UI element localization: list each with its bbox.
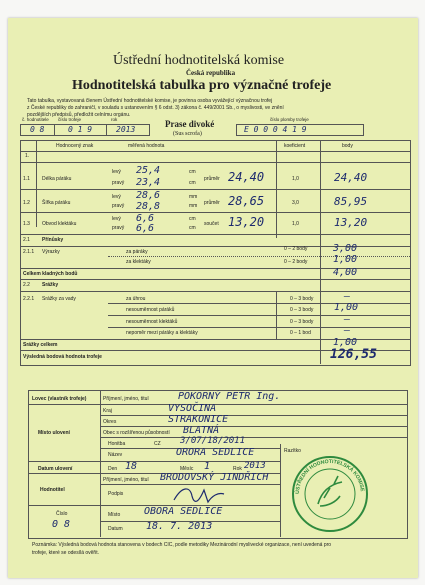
field-okres-value: STRAKONICE xyxy=(168,414,229,425)
srazky-celkem-label: Srážky celkem xyxy=(23,342,58,348)
srazky-celkem-value: 1,00 xyxy=(333,337,358,348)
field-honitba-label: Honitba xyxy=(108,441,126,447)
field-den-label: Den xyxy=(108,466,118,472)
field-den-value: 18 xyxy=(125,461,138,472)
field-hjm-label: Příjmení, jméno, titul xyxy=(103,477,149,483)
unit: cm xyxy=(189,225,196,231)
celkem-klad-label: Celkem kladných bodů xyxy=(23,271,78,277)
field-obec-label: Obec s rozšířenou působností xyxy=(103,430,170,436)
sec21-a-range: 0 – 2 body xyxy=(284,246,308,252)
row-left-value: 28,6 xyxy=(136,190,161,201)
intro-line-2: z České republiky do zahraničí, v souladu s ustanovením § 6 odst. 3) zákona č. 449/2001 Sb., o myslivosti, ve znění xyxy=(27,105,284,111)
row-num: 1.1 xyxy=(23,176,30,182)
row-right-value: 6,6 xyxy=(136,223,155,234)
vysledna-label: Výsledná bodová hodnota trofeje xyxy=(23,354,102,360)
field-podpis-label: Podpis xyxy=(108,491,124,497)
field-rok-value: 2013 xyxy=(244,461,266,471)
sec21-num: 2.1 xyxy=(23,237,30,243)
field-obec-value: BLATNÁ xyxy=(183,425,220,436)
right-label: pravý xyxy=(112,203,125,209)
misto-label: Místo ulovení xyxy=(38,430,70,436)
document-title: Hodnotitelská tabulka pro význačné trofeje xyxy=(72,78,332,93)
srazka-range: 0 – 3 body xyxy=(290,319,314,325)
row-left-value: 25,4 xyxy=(136,165,161,176)
row-func-value: 24,40 xyxy=(228,170,265,184)
lovec-label: Lovec (vlastník trofeje) xyxy=(32,396,87,402)
unit: cm xyxy=(189,216,196,222)
field-honitba-value: 3/07/18/2011 xyxy=(180,436,246,446)
celkem-klad-value: 4,00 xyxy=(333,267,358,278)
unit: cm xyxy=(189,180,196,186)
field-kraj-value: VYSOČINA xyxy=(168,403,217,414)
srazka-value: — xyxy=(344,325,351,336)
srazka-value: — xyxy=(344,314,351,325)
sec22-sub: 2.2.1 xyxy=(23,296,35,302)
srazka-range: 0 – 3 body xyxy=(290,307,314,313)
footer-note-1: Poznámka: Výsledná bodová hodnota stanovena v bodech CIC, podle metodiky Mezinárodní myslivecké organizace, není uvedená pro xyxy=(32,542,332,548)
sec21-b-range: 0 – 2 body xyxy=(284,259,308,265)
row-num: 1.2 xyxy=(23,200,30,206)
pc-value: 0 8 xyxy=(30,125,45,134)
right-label: pravý xyxy=(112,180,125,186)
pc-label: č. hodnotitele xyxy=(22,117,49,122)
row-right-value: 23,4 xyxy=(136,177,161,188)
srazka-label: nepoměr mezi páráky a klektáky xyxy=(126,330,198,336)
left-label: levý xyxy=(112,194,121,200)
row-body: 24,40 xyxy=(334,171,368,184)
srazka-label: nesouměrnost páráků xyxy=(126,307,175,313)
row-func-value: 13,20 xyxy=(228,215,265,229)
plomb-label: číslo plomby trofeje xyxy=(270,117,309,122)
sec21-sub: 2.1.1 xyxy=(23,249,35,255)
field-kraj-label: Kraj xyxy=(103,408,112,414)
row-body: 13,20 xyxy=(334,216,368,229)
field-nazev-value: ORORA SEDLICE xyxy=(176,447,255,458)
document-page xyxy=(8,18,418,578)
sec22-name: Srážky xyxy=(42,282,59,288)
sec22-num: 2.2 xyxy=(23,282,30,288)
row-koef: 3,0 xyxy=(292,200,299,206)
srazka-value: — xyxy=(344,291,351,302)
hodnotitel-label: Hodnotitel xyxy=(40,487,65,493)
srazka-label: za úhrou xyxy=(126,296,146,302)
row-num: 1.3 xyxy=(23,221,30,227)
intro-line-3: pozdějších předpisů, předložit celnímu orgánu. xyxy=(27,112,131,118)
field-name-label: Příjmení, jméno, titul xyxy=(103,396,149,402)
left-label: levý xyxy=(112,216,121,222)
srazka-value: 1,00 xyxy=(334,302,359,313)
plomb-value: E 0 0 0 4 1 9 xyxy=(244,125,307,134)
country-label: Česká republika xyxy=(186,69,236,77)
field-name-value: POKORNÝ PETR Ing. xyxy=(178,391,281,402)
org-heading: Ústřední hodnotitelská komise xyxy=(113,53,285,68)
row-right-value: 28,8 xyxy=(136,201,161,212)
field-mistoh-value: OBORA SEDLICE xyxy=(144,506,223,517)
field-mesic-value: 1 xyxy=(204,461,211,472)
field-datum-value: 18. 7. 2013 xyxy=(146,521,213,532)
field-hjm-value: BRODOVSKÝ JINDŘICH xyxy=(160,472,269,483)
field-okres-label: Okres xyxy=(103,419,117,425)
row-func: průměr xyxy=(204,176,220,182)
official-stamp xyxy=(290,454,370,534)
rok-value: 2013 xyxy=(116,125,136,134)
cislo-value: 0 8 xyxy=(52,519,71,530)
sec21-subname: Výrazky xyxy=(42,249,60,255)
col-mer: měřená hodnota xyxy=(128,143,165,149)
left-label: levý xyxy=(112,169,121,175)
field-nazev-label: Název xyxy=(108,452,123,458)
right-label: pravý xyxy=(112,225,125,231)
field-cz-label: CZ xyxy=(154,441,161,447)
species-latin: (Sus scrofa) xyxy=(173,131,202,137)
row-koef: 1,0 xyxy=(292,176,299,182)
srazka-range: 0 – 1 bod xyxy=(290,330,311,336)
datum-ul-label: Datum ulovení xyxy=(38,466,73,472)
row-1-num: 1. xyxy=(25,153,30,159)
row-body: 85,95 xyxy=(334,195,368,208)
col-koef: koeficient xyxy=(284,143,306,149)
row-func-value: 28,65 xyxy=(228,194,265,208)
unit: cm xyxy=(189,169,196,175)
row-name: Šířka páráku xyxy=(42,200,71,206)
row-koef: 1,0 xyxy=(292,221,299,227)
field-rok-label: Rok xyxy=(233,466,242,472)
row-name: Obvod klektáku xyxy=(42,221,77,227)
sec21-a-label: za páráky xyxy=(126,249,148,255)
srazka-range: 0 – 3 body xyxy=(290,296,314,302)
field-datum-label: Datum xyxy=(108,526,123,532)
stamp-text: ÚSTŘEDNÍ HODNOTITELSKÁ KOMISE xyxy=(294,458,365,495)
razitko-label: Razítko xyxy=(284,448,301,454)
sec22-subname: Srážky za vady xyxy=(42,296,76,302)
unit: mm xyxy=(189,194,198,200)
row-func: součet xyxy=(204,221,219,227)
vysledna-value: 126,55 xyxy=(330,347,377,362)
sec21-a-value: 3,00 xyxy=(333,243,358,254)
field-mesic-label: Měsíc xyxy=(180,466,194,472)
species-name: Prase divoké xyxy=(165,119,215,129)
trofej-value: 0 1 9 xyxy=(68,125,93,134)
trofej-label: číslo trofeje xyxy=(58,117,82,122)
sec21-b-value: 1,00 xyxy=(333,254,358,265)
intro-line-1: Tato tabulka, vystavovaná členem Ústřední hodnotitelské komise, je povinna osoba vyvážející význačnou trofej xyxy=(27,98,273,104)
sec21-b-label: za klektáky xyxy=(126,259,151,265)
sec21-name: Přínůsky xyxy=(42,237,64,243)
row-name: Délka páráku xyxy=(42,176,72,182)
col-znak: Hodnocený znak xyxy=(56,143,94,149)
footer-note-2: trofeje, které se odesílá ověřit. xyxy=(32,550,99,556)
field-mistoh-label: Místo xyxy=(108,512,121,518)
rok-label: rok xyxy=(111,117,118,122)
cislo-label: Číslo xyxy=(56,511,68,517)
col-body: body xyxy=(342,143,353,149)
row-func: průměr xyxy=(204,200,220,206)
row-left-value: 6,6 xyxy=(136,213,155,224)
srazka-label: nesouměrnost klektáků xyxy=(126,319,178,325)
unit: mm xyxy=(189,203,198,209)
